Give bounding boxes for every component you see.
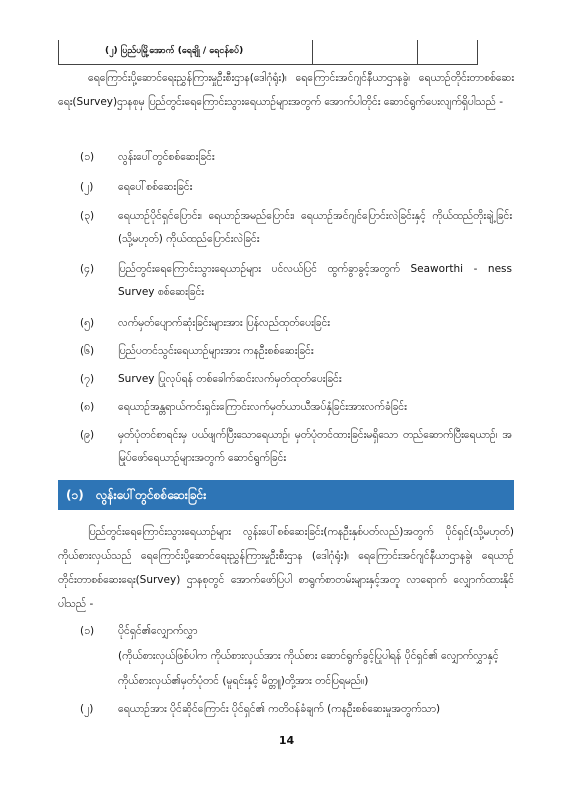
intro-paragraph [58, 66, 514, 114]
item-number: (၉) [80, 429, 95, 441]
item-number: (၇) [80, 373, 95, 385]
table-cell-label: (၂) ပြည်ပမြို့အောက် (ရေချို / ရေငန်စပ်) [59, 40, 313, 64]
section-number: (၁) [66, 488, 84, 502]
list-item [80, 146, 512, 169]
section-paragraph-text: ပြည်တွင်းရေကြောင်းသွားရေယာဉ်များ လွန်းပေါ်စစ်ဆေးခြင်း(ကနဦးနှစ်ပတ်လည်)အတွက် ပိုင်ရှင်(သို့မဟုတ်) ကိုယ်စားလှယ်သည် ရေကြောင်းပို့ဆောင်ရေးညွှန်ကြားမှုဦးစီးဌာန (ဒေါဂုံရုံး)၊ ရေကြောင်းအင်ဂျင်နီယာဌာနခွဲ၊ ရေယာဉ်တိုင်းတာစစ်ဆေးရေး(Survey) ဌာနစုတွင် အောက်ဖော်ပြပါ စာရွက်စာတမ်းများနှင့်အတူ လာရောက် လျှောက်ထားနိုင်ပါသည် - [58, 526, 514, 610]
item-number: (၆) [80, 345, 95, 357]
item-text: မှတ်ပုံတင်စာရင်းမှ ပယ်ဖျက်ပြီးသောရေယာဉ်၊ မှတ်ပုံတင်ထားခြင်းမရှိသော တည်ဆောက်ပြီးရေယာဉ်၊ အမြုပ်ဖော်ရေယာဉ်များအတွက် ဆောင်ရွက်ခြင်း [118, 429, 512, 464]
item-text: ရေယာဉ်အန္တရာယ်ကင်းရှင်းကြောင်းလက်မှတ်ယာယီအပ်နှံခြင်းအားလက်ခံခြင်း [118, 401, 407, 413]
list-item [80, 368, 512, 391]
section-title: လွန်းပေါ်တွင်စစ်ဆေးခြင်း [96, 488, 207, 502]
list-item [80, 424, 512, 470]
list-item [80, 396, 512, 419]
list-item [80, 205, 512, 251]
item-text: ရေယာဉ်အား ပိုင်ဆိုင်ကြောင်း ပိုင်ရှင်၏ ကတိဝန်ခံချက် (ကနဦးစစ်ဆေးမှုအတွက်သာ) [118, 703, 441, 715]
item-text: လက်မှတ်ပျောက်ဆုံးခြင်းများအား ပြန်လည်ထုတ်ပေးခြင်း [118, 317, 330, 329]
item-number: (၁) [80, 625, 95, 637]
item-text: ပိုင်ရှင်၏လျှောက်လွှာ [118, 625, 198, 637]
sub-item-detail: (ကိုယ်စားလှယ်ဖြစ်ပါက ကိုယ်စားလှယ်အား ကိုယ်စား ဆောင်ရွက်ခွင့်ပြုပါရန် ပိုင်ရှင်၏ လျှောက်လွှာနှင့် ကိုယ်စားလှယ်၏မှတ်ပုံတင် (မူရင်းနှင့် မိတ္တူ)တို့အား တင်ပြရမည်။) [118, 650, 499, 687]
item-number: (၃) [80, 210, 95, 222]
item-number: (၂) [80, 703, 94, 715]
item-text: ပြည်တွင်းရေကြောင်းသွားရေယာဉ်များ ပင်လယ်ပြင် ထွက်ခွာခွင့်အတွက် Seaworthi - ness Survey စစ်ဆေးခြင်း [118, 263, 512, 298]
page-number: 14 [278, 734, 295, 747]
item-text: ရေပေါ်စစ်ဆေးခြင်း [118, 181, 193, 193]
sub-list-item [80, 620, 512, 643]
sub-list-item [80, 698, 512, 721]
item-text: ပြည်ပတင်သွင်းရေယာဉ်များအား ကနဦးစစ်ဆေးခြင်း [118, 345, 314, 357]
item-number: (၁) [80, 151, 95, 163]
table-cell-empty [313, 40, 418, 64]
table-row-fragment [58, 40, 478, 65]
item-text: Survey ပြုလုပ်ရန် တစ်ခေါက်ဆင်းလက်မှတ်ထုတ်ပေးခြင်း [118, 373, 342, 385]
item-number: (၅) [80, 317, 95, 329]
table-cell-empty [418, 40, 477, 64]
item-text: ရေယာဉ်ပိုင်ရှင်ပြောင်း၊ ရေယာဉ်အမည်ပြောင်း၊ ရေယာဉ်အင်ဂျင်ပြောင်းလဲခြင်းနှင့် ကိုယ်ထည်တိုးချဲ့ခြင်း (သို့မဟုတ်) ကိုယ်ထည်ပြောင်းလဲခြင်း [118, 210, 512, 245]
section-paragraph [58, 520, 514, 616]
list-item [80, 340, 512, 363]
section-heading-bar [58, 480, 514, 510]
item-text: လွန်းပေါ်တွင်စစ်ဆေးခြင်း [118, 151, 215, 163]
item-number: (၂) [80, 181, 94, 193]
item-number: (၄) [80, 263, 95, 275]
list-item [80, 312, 512, 335]
intro-text: ရေကြောင်းပို့ဆောင်ရေးညွှန်ကြားမှုဦးစီးဌာန(ဒေါဂုံရုံး)၊ ရေကြောင်းအင်ဂျင်နီယာဌာနခွဲ၊ ရေယာဉ်တိုင်းတာစစ်ဆေးရေး(Survey)ဌာနစုမှ ပြည်တွင်းရေကြောင်းသွားရေယာဉ်များအတွက် အောက်ပါတိုင်း ဆောင်ရွက်ပေးလျက်ရှိပါသည် - [58, 72, 514, 108]
item-number: (၈) [80, 401, 95, 413]
list-item [80, 176, 512, 199]
list-item [80, 258, 512, 304]
